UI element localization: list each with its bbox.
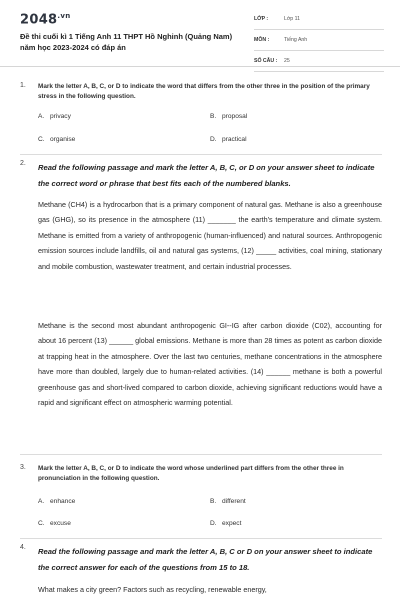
option-letter: D. <box>210 520 217 527</box>
question-4 <box>20 544 382 580</box>
option-letter: B. <box>210 113 217 120</box>
meta-value: Lớp 11 <box>284 16 300 22</box>
option-letter: B. <box>210 498 217 505</box>
option-text: excuse <box>50 520 71 527</box>
question-instruction: Read the following passage and mark the letter A, B, C, or D on your answer sheet to indicate the correct word or phrase that best fits each of the numbered blanks. <box>38 163 375 188</box>
question-number: 1. <box>20 82 26 89</box>
logo-text: 2048 <box>20 12 58 28</box>
option-c[interactable] <box>38 520 71 527</box>
option-letter: A. <box>38 498 45 505</box>
option-d[interactable] <box>210 136 247 143</box>
option-text: organise <box>50 136 76 143</box>
option-text: privacy <box>50 113 71 120</box>
question-2 <box>20 160 382 200</box>
site-logo[interactable] <box>20 12 71 27</box>
passage-paragraph-2: Methane is the second most abundant anthropogenic GI--IG after carbon dioxide (C02), accounting for about 16 percent (13) ______ global emissions. Methane is more than 28 times as potent as carbon dioxide at trapping heat in the atmosphere. Over the last two centuries, methane concentrations in the atmosphere have more than doubled, largely due to human-related activities. (14) ______ methane is both a powerful greenhouse gas and short-lived compared to carbon dioxide, achieving significant reductions would have a rapid and significant effect on atmospheric warming potential. <box>38 321 382 408</box>
question-3 <box>20 464 382 536</box>
divider <box>20 454 382 455</box>
option-letter: A. <box>38 113 45 120</box>
option-text: different <box>222 498 246 505</box>
option-text: proposal <box>222 113 248 120</box>
meta-key: MÔN : <box>254 37 270 43</box>
divider <box>20 154 382 155</box>
meta-row-count <box>254 56 384 72</box>
question-number: 2. <box>20 160 26 167</box>
meta-key: SỐ CÂU : <box>254 58 278 64</box>
question-instruction: Mark the letter A, B, C, or D to indicate the word that differs from the other three in the position of the primary stress in the following question. <box>38 83 370 100</box>
question-instruction: Read the following passage and mark the letter A, B, C or D on your answer sheet to indicate the correct answer for each of the questions from 15 to 18. <box>38 547 373 572</box>
option-text: expect <box>222 520 242 527</box>
option-b[interactable] <box>210 498 246 505</box>
passage-paragraph-1: Methane (CH4) is a hydrocarbon that is a primary component of natural gas. Methane is also a greenhouse gas (GHG), so its presence in the atmosphere (11) _______ the earth's temperature and climate system. Methane is emitted from a variety of anthropogenic (human-influenced) and natural sources. Anthropogenic emission sources include landfills, oil and natural gas systems, (12) _____ activities, coal mining, stationary and mobile combustion, wastewater treatment, and certain industrial processes. <box>38 200 382 271</box>
logo-suffix: .vn <box>57 12 71 20</box>
divider <box>20 538 382 539</box>
option-text: enhance <box>50 498 76 505</box>
option-a[interactable] <box>38 113 71 120</box>
question-1 <box>20 82 382 152</box>
option-letter: C. <box>38 520 45 527</box>
question-number: 3. <box>20 464 26 471</box>
question-instruction: Mark the letter A, B, C, or D to indicate the word whose underlined part differs from the other three in pronunciation in the following question. <box>38 465 344 482</box>
exam-title: Đề thi cuối kì 1 Tiếng Anh 11 THPT Hồ Nghinh (Quảng Nam) năm học 2023-2024 có đáp án <box>20 32 233 52</box>
exam-meta <box>254 14 384 77</box>
meta-value: 25 <box>284 58 290 64</box>
meta-key: LỚP : <box>254 16 269 22</box>
option-c[interactable] <box>38 136 75 143</box>
option-text: practical <box>222 136 247 143</box>
question-number: 4. <box>20 544 26 551</box>
meta-row-subject <box>254 35 384 51</box>
option-d[interactable] <box>210 520 241 527</box>
meta-value: Tiếng Anh <box>284 37 308 43</box>
option-letter: C. <box>38 136 45 143</box>
document-header <box>0 0 400 67</box>
meta-row-class <box>254 14 384 30</box>
option-b[interactable] <box>210 113 247 120</box>
passage-paragraph-1: What makes a city green? Factors such as recycling, renewable energy, <box>38 585 267 594</box>
option-a[interactable] <box>38 498 75 505</box>
option-letter: D. <box>210 136 217 143</box>
